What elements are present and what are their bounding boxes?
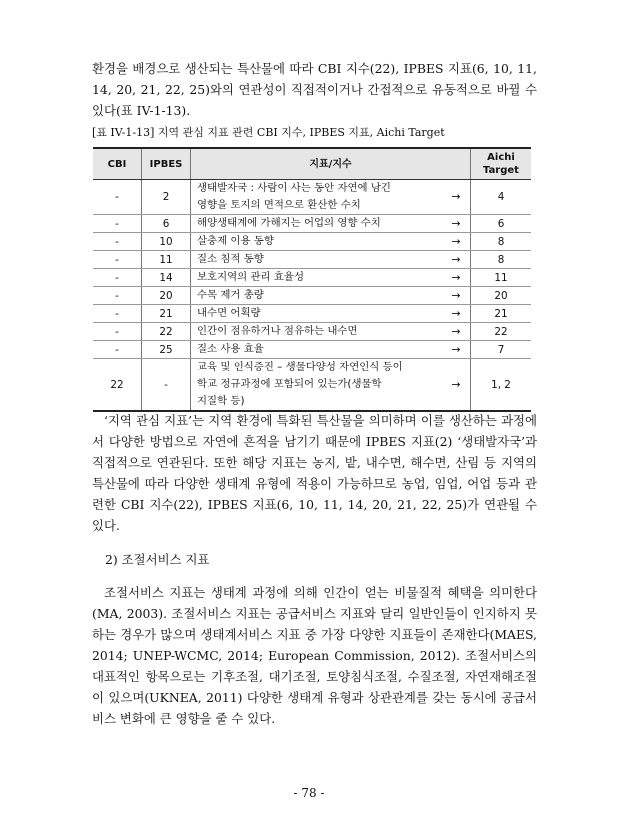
header-cbi: CBI	[93, 148, 142, 180]
cell-indicator	[191, 233, 443, 251]
table-row	[93, 251, 531, 269]
table-row	[93, 269, 531, 287]
cell-ipbes: 25	[142, 341, 191, 359]
cell-cbi: -	[93, 269, 142, 287]
section-heading: 2) 조절서비스 지표	[105, 552, 210, 567]
table-row	[93, 233, 531, 251]
table-row	[93, 180, 531, 215]
cell-indicator	[191, 287, 443, 305]
indicator-table	[93, 147, 531, 412]
cell-cbi: 22	[93, 359, 142, 412]
cell-cbi: -	[93, 215, 142, 233]
arrow-icon: →	[442, 341, 471, 359]
indicator-line: 살충제 이용 동향	[197, 235, 274, 247]
cell-aichi: 8	[471, 251, 532, 269]
table-header-row	[93, 148, 531, 180]
header-aichi: Aichi Target	[471, 148, 532, 180]
cell-indicator	[191, 180, 443, 215]
cell-indicator	[191, 215, 443, 233]
cell-indicator	[191, 341, 443, 359]
indicator-line: 수목 제거 총량	[197, 289, 264, 301]
cell-cbi: -	[93, 323, 142, 341]
table-row	[93, 215, 531, 233]
cell-indicator	[191, 359, 443, 412]
arrow-icon: →	[442, 215, 471, 233]
table-row	[93, 341, 531, 359]
indicator-line: 교육 및 인식증진 – 생물다양성 자연인식 등이	[197, 361, 403, 373]
intro-paragraph: 환경을 배경으로 생산되는 특산물에 따라 CBI 지수(22), IPBES 지표(6, 10, 11, 14, 20, 21, 22, 25)와의 연관성이 직접적이거나 간접적으로 유동적으로 바뀔 수 있다(표 IV-1-13).	[92, 61, 537, 118]
cell-ipbes: 2	[142, 180, 191, 215]
cell-cbi: -	[93, 180, 142, 215]
paragraph-regional-indicators: ‘지역 관심 지표’는 지역 환경에 특화된 특산물을 의미하며 이를 생산하는 과정에서 다양한 방법으로 자연에 흔적을 남기기 때문에 IPBES 지표(2) ‘생태발자국’과 직접적으로 연관된다. 또한 해당 지표는 농지, 밭, 내수면, 해수면, 산림 등 지역의 특산물에 따라 다양한 생태계 유형에 적용이 가능하므로 농업, 임업, 어업 등과 관련한 CBI 지수(22), IPBES 지표(6, 10, 11, 14, 20, 21, 22, 25)가 연관될 수 있다.	[92, 413, 537, 533]
cell-ipbes: 20	[142, 287, 191, 305]
cell-ipbes: 22	[142, 323, 191, 341]
cell-aichi: 6	[471, 215, 532, 233]
paragraph-regulating-services: 조절서비스 지표는 생태계 과정에 의해 인간이 얻는 비물질적 혜택을 의미한다(MA, 2003). 조절서비스 지표는 공급서비스 지표와 달리 일반인들이 인지하지 못하는 경우가 많으며 생태계서비스 지표 중 가장 다양한 지표들이 존재한다(MAES, 2014; UNEP-WCMC, 2014; European Commission, 2012). 조절서비스의 대표적인 항목으로는 기후조절, 대기조절, 토양침식조절, 수질조절, 자연재해조절이 있으며(UKNEA, 2011) 다양한 생태계 유형과 상관관계를 갖는 동시에 공급서비스 변화에 큰 영향을 줄 수 있다.	[92, 585, 537, 726]
page-number: - 78 -	[293, 786, 325, 800]
indicator-line: 보호지역의 관리 효율성	[197, 271, 304, 283]
arrow-icon: →	[442, 233, 471, 251]
header-ipbes: IPBES	[142, 148, 191, 180]
cell-indicator	[191, 251, 443, 269]
indicator-line: 해양생태계에 가해지는 어업의 영향 수치	[197, 217, 381, 229]
cell-aichi: 7	[471, 341, 532, 359]
arrow-icon: →	[442, 180, 471, 215]
cell-ipbes: 6	[142, 215, 191, 233]
arrow-icon: →	[442, 251, 471, 269]
cell-ipbes: 11	[142, 251, 191, 269]
arrow-icon: →	[442, 323, 471, 341]
cell-aichi: 21	[471, 305, 532, 323]
indicator-line: 생태발자국 : 사람이 사는 동안 자연에 남긴	[197, 182, 391, 194]
cell-cbi: -	[93, 251, 142, 269]
cell-ipbes: 14	[142, 269, 191, 287]
header-indicator: 지표/지수	[191, 148, 471, 180]
table-row	[93, 305, 531, 323]
cell-ipbes: 10	[142, 233, 191, 251]
cell-cbi: -	[93, 287, 142, 305]
cell-aichi: 8	[471, 233, 532, 251]
indicator-line: 질소 침적 동향	[197, 253, 264, 265]
cell-aichi: 20	[471, 287, 532, 305]
arrow-icon: →	[442, 359, 471, 412]
table-row	[93, 323, 531, 341]
indicator-line: 지질학 등)	[197, 395, 245, 407]
table-row	[93, 359, 531, 412]
indicator-line: 영향을 토지의 면적으로 환산한 수치	[197, 199, 361, 211]
indicator-line: 학교 정규과정에 포함되어 있는가(생물학	[197, 378, 382, 390]
cell-cbi: -	[93, 305, 142, 323]
cell-cbi: -	[93, 341, 142, 359]
cell-aichi: 11	[471, 269, 532, 287]
cell-aichi: 22	[471, 323, 532, 341]
cell-ipbes: 21	[142, 305, 191, 323]
table-row	[93, 287, 531, 305]
cell-indicator	[191, 305, 443, 323]
cell-aichi: 4	[471, 180, 532, 215]
arrow-icon: →	[442, 305, 471, 323]
cell-aichi: 1, 2	[471, 359, 532, 412]
indicator-line: 내수면 어획량	[197, 307, 261, 319]
cell-indicator	[191, 323, 443, 341]
cell-cbi: -	[93, 233, 142, 251]
cell-ipbes: -	[142, 359, 191, 412]
cell-indicator	[191, 269, 443, 287]
arrow-icon: →	[442, 287, 471, 305]
indicator-line: 질소 사용 효율	[197, 343, 264, 355]
table-caption: [표 IV-1-13] 지역 관심 지표 관련 CBI 지수, IPBES 지표, Aichi Target	[92, 126, 445, 139]
arrow-icon: →	[442, 269, 471, 287]
indicator-line: 인간이 점유하거나 점유하는 내수면	[197, 325, 358, 337]
